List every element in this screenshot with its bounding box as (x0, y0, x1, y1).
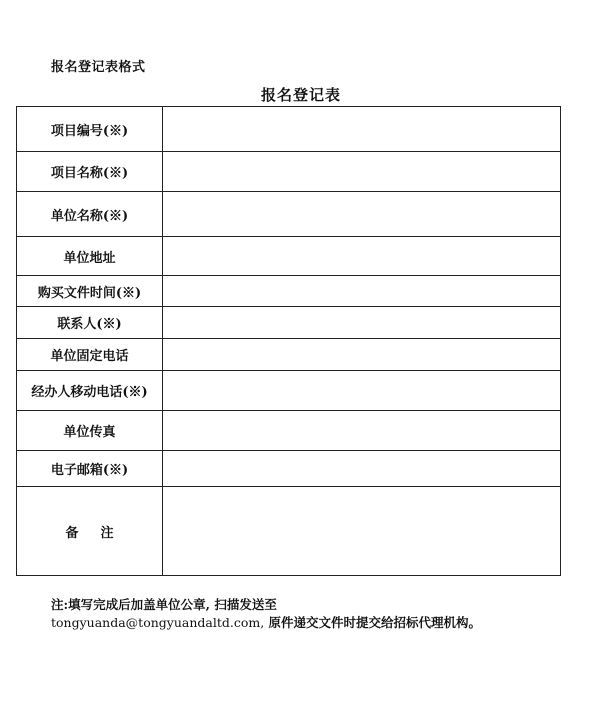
row-label-contact-person: 联系人(※) (17, 307, 163, 339)
table-row (17, 339, 561, 371)
row-label-remarks (17, 487, 163, 576)
form-title: 报名登记表 (260, 86, 341, 104)
note-line-2-text: 原件递交文件时提交给招标代理机构。 (264, 615, 482, 630)
row-value-fax[interactable] (163, 411, 561, 451)
table-row (17, 237, 561, 276)
table-row (17, 307, 561, 339)
footer-note (51, 596, 591, 632)
format-heading: 报名登记表格式 (51, 60, 146, 75)
row-label-company-name: 单位名称(※) (17, 192, 163, 237)
row-value-company-name[interactable] (163, 192, 561, 237)
row-value-email[interactable] (163, 451, 561, 487)
table-row (17, 451, 561, 487)
row-label-fax: 单位传真 (17, 411, 163, 451)
registration-table (16, 106, 561, 576)
table-row (17, 487, 561, 576)
note-email: tongyuanda@tongyuandaltd.com, (51, 615, 265, 630)
row-label-company-address: 单位地址 (17, 237, 163, 276)
row-label-project-name: 项目名称(※) (17, 152, 163, 192)
note-line-1: 注:填写完成后加盖单位公章, 扫描发送至 (51, 597, 277, 612)
note-line-2 (51, 614, 591, 632)
row-label-email: 电子邮箱(※) (17, 451, 163, 487)
row-value-project-name[interactable] (163, 152, 561, 192)
row-label-purchase-time: 购买文件时间(※) (17, 276, 163, 307)
remarks-char-2: 注 (100, 525, 114, 541)
row-value-remarks[interactable] (163, 487, 561, 576)
table-row (17, 411, 561, 451)
remarks-char-1: 备 (65, 525, 79, 541)
row-value-project-number[interactable] (163, 107, 561, 152)
table-row (17, 371, 561, 411)
row-label-project-number: 项目编号(※) (17, 107, 163, 152)
row-label-landline: 单位固定电话 (17, 339, 163, 371)
row-value-purchase-time[interactable] (163, 276, 561, 307)
row-label-mobile: 经办人移动电话(※) (17, 371, 163, 411)
row-value-contact-person[interactable] (163, 307, 561, 339)
table-row (17, 152, 561, 192)
row-value-landline[interactable] (163, 339, 561, 371)
table-row (17, 276, 561, 307)
row-value-company-address[interactable] (163, 237, 561, 276)
table-row (17, 107, 561, 152)
table-row (17, 192, 561, 237)
row-value-mobile[interactable] (163, 371, 561, 411)
